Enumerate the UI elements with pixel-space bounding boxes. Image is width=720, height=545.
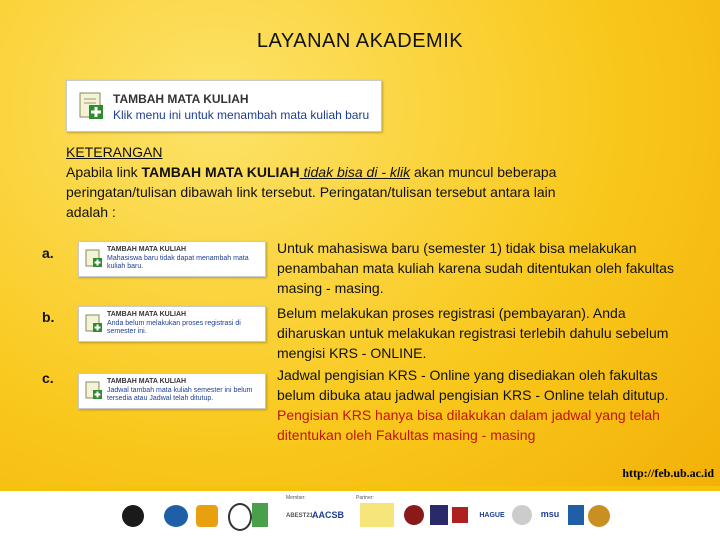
certificate-logo: [252, 503, 268, 527]
seal-logo: [122, 505, 144, 527]
warning-box-c: [78, 373, 266, 409]
box-text: Anda belum melakukan proses registrasi di semester ini.: [107, 320, 241, 335]
partner-logo-7: [588, 505, 610, 527]
item-text-c-red: Pengisian KRS hanya bisa dilakukan dalam jadwal yang telah ditentukan oleh Fakultas masing - masing: [277, 407, 660, 443]
add-document-icon: [77, 91, 105, 126]
item-text-c: [277, 365, 697, 445]
r-logo: [228, 503, 252, 531]
keterangan-part-2: akan muncul beberapa peringatan/tulisan dibawah link tersebut. Peringatan/tulisan tersebut antara lain adalah :: [66, 164, 557, 220]
website-url[interactable]: http://feb.ub.ac.id: [622, 466, 714, 480]
add-document-icon: [85, 381, 103, 406]
partner-logo-3: [430, 505, 448, 525]
partner-logo-4: [452, 507, 468, 523]
item-label-b: b.: [42, 309, 55, 325]
logo-msu: msu: [540, 509, 560, 519]
member-label: Member:: [286, 495, 306, 501]
footer-logo-bar: [0, 486, 720, 545]
keterangan-part-1: Apabila link: [66, 164, 142, 180]
item-text-a: Untuk mahasiswa baru (semester 1) tidak bisa melakukan penambahan mata kuliah karena sudah ditentukan oleh fakultas masing - masing.: [277, 240, 674, 296]
warning-box-b: [78, 306, 266, 342]
partner-logo-1: [360, 503, 394, 527]
add-course-link[interactable]: [66, 80, 382, 132]
item-label-c: c.: [42, 370, 54, 386]
logo-abest21: ABEST21: [286, 513, 314, 519]
box-heading: TAMBAH MATA KULIAH: [107, 246, 187, 253]
warning-box-a: [78, 241, 266, 277]
logo-hague: HAGUE: [479, 511, 505, 519]
box-heading: TAMBAH MATA KULIAH: [107, 311, 187, 318]
logo-aacsb: AACSB: [311, 510, 344, 520]
item-label-a: a.: [42, 245, 54, 261]
circle-logo: [164, 505, 188, 527]
partner-label: Partner:: [356, 495, 374, 501]
add-document-icon: [85, 314, 103, 339]
add-document-icon: [85, 249, 103, 274]
keterangan-section: [66, 142, 586, 222]
partner-logo-2: [404, 505, 424, 525]
keterangan-label: KETERANGAN: [66, 144, 163, 160]
partner-logo-6: [568, 505, 584, 525]
item-text-b: Belum melakukan proses registrasi (pembayaran). Anda diharuskan untuk melakukan registrasi terlebih dahulu sebelum mengisi KRS - ONLINE.: [277, 305, 669, 361]
page-title: LAYANAN AKADEMIK: [256, 30, 464, 52]
keterangan-text: [66, 162, 586, 222]
box-text: Jadwal tambah mata kuliah semester ini belum tersedia atau Jadwal telah ditutup.: [107, 387, 253, 402]
partner-logo-5: [512, 505, 532, 525]
hero-subtext: Klik menu ini untuk menambah mata kuliah baru: [113, 108, 370, 122]
box-heading: TAMBAH MATA KULIAH: [107, 378, 187, 385]
keterangan-bold: TAMBAH MATA KULIAH: [141, 164, 300, 180]
item-text-c-main: Jadwal pengisian KRS - Online yang disediakan oleh fakultas belum dibuka atau jadwal pengisian KRS - Online telah ditutup.: [277, 367, 669, 403]
box-text: Mahasiswa baru tidak dapat menambah mata kuliah baru.: [107, 255, 249, 270]
emblem-logo: [196, 505, 218, 527]
keterangan-italic: tidak bisa di - klik: [299, 164, 411, 180]
hero-heading: TAMBAH MATA KULIAH: [113, 92, 249, 106]
